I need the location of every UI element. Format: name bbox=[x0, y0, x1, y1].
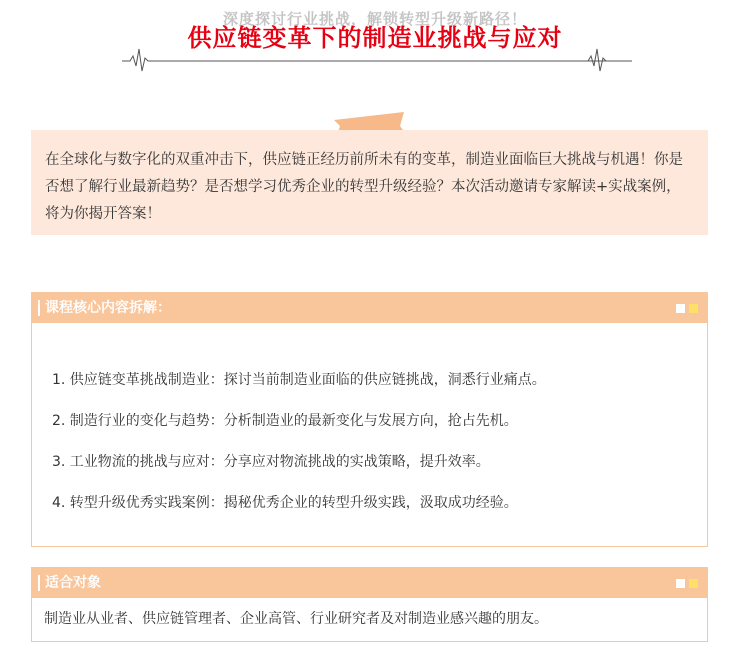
audience-section bbox=[31, 567, 708, 642]
list-item: 1. 供应链变革挑战制造业：探讨当前制造业面临的供应链挑战，洞悉行业痛点。 bbox=[52, 372, 546, 388]
page-title: 供应链变革下的制造业挑战与应对 bbox=[187, 24, 563, 52]
audience-heading: 适合对象 bbox=[45, 575, 101, 591]
heartbeat-line-icon bbox=[122, 44, 632, 74]
intro-block bbox=[31, 130, 708, 235]
core-content-list bbox=[32, 323, 707, 535]
yellow-square-icon bbox=[689, 579, 698, 588]
yellow-square-icon bbox=[689, 304, 698, 313]
list-item: 4. 转型升级优秀实践案例：揭秘优秀企业的转型升级实践，汲取成功经验。 bbox=[52, 495, 518, 511]
list-item: 2. 制造行业的变化与趋势：分析制造业的最新变化与发展方向，抢占先机。 bbox=[52, 413, 518, 429]
core-content-heading: 课程核心内容拆解： bbox=[45, 300, 171, 316]
white-square-icon bbox=[676, 304, 685, 313]
white-square-icon bbox=[676, 579, 685, 588]
header bbox=[0, 0, 750, 80]
intro-text: 在全球化与数字化的双重冲击下，供应链正经历前所未有的变革，制造业面临巨大挑战与机遇！你是否想了解行业最新趋势？是否想学习优秀企业的转型升级经验？本次活动邀请专家解读+实战案例，将为你揭开答案！ bbox=[45, 152, 683, 222]
audience-text: 制造业从业者、供应链管理者、企业高管、行业研究者及对制造业感兴趣的朋友。 bbox=[44, 611, 548, 627]
core-content-section bbox=[31, 292, 708, 547]
audience-header bbox=[32, 568, 707, 598]
list-item: 3. 工业物流的挑战与应对：分享应对物流挑战的实战策略，提升效率。 bbox=[52, 454, 490, 470]
header-subtitle: 深度探讨行业挑战，解锁转型升级新路径！ bbox=[222, 10, 527, 28]
core-content-header bbox=[32, 293, 707, 323]
